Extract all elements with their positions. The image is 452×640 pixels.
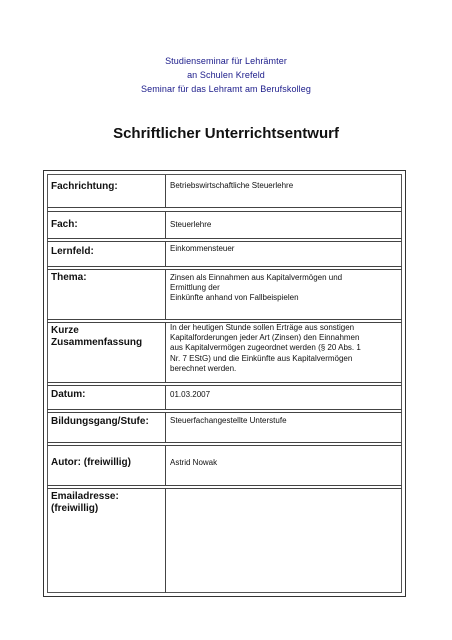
thema-line: Einkünfte anhand von Fallbeispielen: [170, 293, 299, 303]
row-zusammenfassung: [47, 322, 402, 382]
row-fachrichtung: [47, 175, 402, 207]
value-fach: Steuerlehre: [170, 220, 212, 229]
summary-line: berechnet werden.: [170, 363, 237, 373]
seminar-line-2: an Schulen Krefeld: [187, 70, 265, 80]
label-line: Kurze: [51, 325, 79, 336]
label-line: Zusammenfassung: [51, 337, 143, 348]
label-line: (freiwillig): [51, 503, 99, 514]
summary-line: Kapitalforderungen jeder Art (Zinsen) den Einnahmen: [170, 333, 360, 343]
label-thema: Thema:: [51, 272, 87, 283]
seminar-line-3: Seminar für das Lehramt am Berufskolleg: [141, 84, 311, 94]
value-autor: Astrid Nowak: [170, 458, 218, 467]
value-datum: 01.03.2007: [170, 390, 211, 399]
value-bildungsgang: Steuerfachangestellte Unterstufe: [170, 416, 287, 425]
value-zusammenfassung: [170, 323, 399, 374]
thema-line: Ermittlung der: [170, 283, 220, 293]
summary-line: Nr. 7 EStG) und die Einkünfte aus Kapitalvermögen: [170, 353, 353, 363]
row-thema: [47, 269, 402, 319]
summary-line: aus Kapitalvermögen zugeordnet werden (§ 20 Abs. 1: [170, 343, 361, 353]
row-datum: [47, 385, 402, 409]
value-fachrichtung: Betriebswirtschaftliche Steuerlehre: [170, 181, 294, 190]
label-line: Emailadresse:: [51, 491, 119, 502]
row-lernfeld: [47, 241, 402, 266]
label-zusammenfassung: [51, 325, 167, 349]
label-bildungsgang: Bildungsgang/Stufe:: [51, 416, 149, 427]
label-datum: Datum:: [51, 389, 86, 400]
row-email: [47, 488, 402, 593]
summary-line: In der heutigen Stunde sollen Erträge aus sonstigen: [170, 323, 355, 332]
document-title: Schriftlicher Unterrichtsentwurf: [113, 125, 339, 142]
row-fach: [47, 211, 402, 238]
label-lernfeld: Lernfeld:: [51, 246, 94, 257]
label-fach: Fach:: [51, 219, 78, 230]
label-fachrichtung: Fachrichtung:: [51, 181, 118, 192]
value-thema: [170, 273, 399, 304]
label-email: [51, 491, 167, 515]
label-autor: Autor: (freiwillig): [51, 457, 131, 468]
row-autor: [47, 445, 402, 485]
seminar-line-1: Studienseminar für Lehrämter: [165, 56, 287, 66]
thema-line: Zinsen als Einnahmen aus Kapitalvermögen und: [170, 273, 343, 282]
row-bildungsgang: [47, 412, 402, 442]
value-lernfeld: Einkommensteuer: [170, 244, 235, 253]
